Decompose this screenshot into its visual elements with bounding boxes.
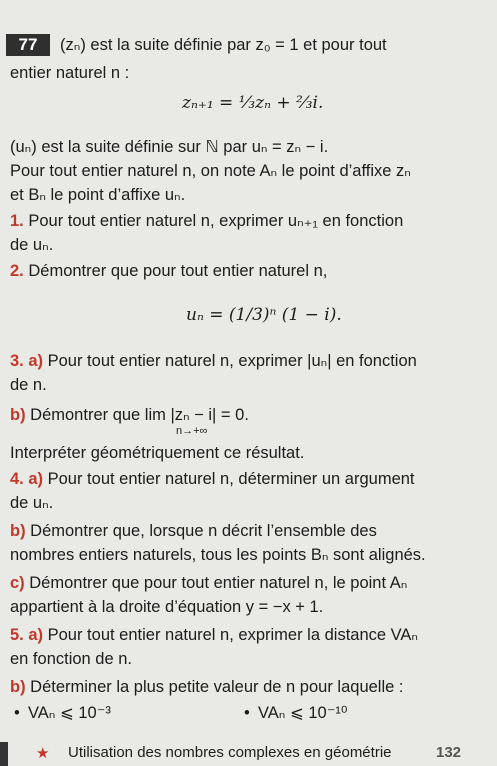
question-3a-text-2: de n. <box>10 376 47 394</box>
question-4c <box>10 572 407 594</box>
def-u-line: (uₙ) est la suite définie sur ℕ par uₙ = zₙ − i. <box>10 138 329 156</box>
intro-line-1: (zₙ) est la suite définie par z₀ = 1 et pour tout <box>60 36 387 54</box>
question-5a-text: Pour tout entier naturel n, exprimer la distance VAₙ <box>47 626 418 644</box>
question-1 <box>10 210 403 232</box>
question-1-text: Pour tout entier naturel n, exprimer uₙ₊₁ en fonction <box>28 212 404 230</box>
question-2-formula: uₙ = (1/3)ⁿ (1 − i). <box>186 305 342 325</box>
question-2 <box>10 260 327 282</box>
question-4b-text: Démontrer que, lorsque n décrit l’ensemble des <box>30 522 377 540</box>
notation-line-1: Pour tout entier naturel n, on note Aₙ le point d’affixe zₙ <box>10 162 411 180</box>
question-3a-label: 3. a) <box>10 352 44 370</box>
question-4b-label: b) <box>10 522 26 540</box>
question-3b-text: Démontrer que lim |zₙ − i| = 0. <box>30 406 249 424</box>
question-3b <box>10 404 249 426</box>
star-icon: ★ <box>36 745 50 762</box>
question-3b-label: b) <box>10 406 26 424</box>
question-3a-text: Pour tout entier naturel n, exprimer |uₙ| en fonction <box>47 352 417 370</box>
question-4a-label: 4. a) <box>10 470 44 488</box>
intro-line-2: entier naturel n : <box>10 64 130 82</box>
footer-chapter-title: Utilisation des nombres complexes en géométrie <box>68 744 392 761</box>
question-5b-label: b) <box>10 678 26 696</box>
bullet-1: • <box>14 704 20 722</box>
notation-line-2: et Bₙ le point d’affixe uₙ. <box>10 186 186 204</box>
question-5a <box>10 624 418 646</box>
question-4b-text-2: nombres entiers naturels, tous les points Bₙ sont alignés. <box>10 546 426 564</box>
question-5b <box>10 676 403 698</box>
question-4a-text-2: de uₙ. <box>10 494 54 512</box>
question-3a <box>10 350 417 372</box>
recurrence-formula: zₙ₊₁ = ⅓zₙ + ⅔i. <box>182 93 324 113</box>
bullet-2: • <box>244 704 250 722</box>
question-4c-label: c) <box>10 574 25 592</box>
question-4b <box>10 520 377 542</box>
question-5b-text: Déterminer la plus petite valeur de n pour laquelle : <box>30 678 404 696</box>
question-5b-option-1: VAₙ ⩽ 10⁻³ <box>28 704 111 722</box>
footer-bar <box>0 742 8 766</box>
question-1-number: 1. <box>10 212 24 230</box>
page-footer <box>0 742 497 766</box>
question-4c-text-2: appartient à la droite d’équation y = −x + 1. <box>10 598 324 616</box>
question-5a-text-2: en fonction de n. <box>10 650 133 668</box>
question-5a-label: 5. a) <box>10 626 44 644</box>
question-1-text-2: de uₙ. <box>10 236 54 254</box>
exercise-number-badge: 77 <box>6 34 50 56</box>
question-2-number: 2. <box>10 262 24 280</box>
page-number: 132 <box>436 744 462 761</box>
question-4a <box>10 468 415 490</box>
question-4a-text: Pour tout entier naturel n, déterminer un argument <box>47 470 415 488</box>
limit-subscript: n→+∞ <box>176 425 208 437</box>
question-2-text: Démontrer que pour tout entier naturel n, <box>28 262 328 280</box>
question-3b-interpretation: Interpréter géométriquement ce résultat. <box>10 444 305 462</box>
question-5b-option-2: VAₙ ⩽ 10⁻¹⁰ <box>258 704 348 722</box>
question-4c-text: Démontrer que pour tout entier naturel n, le point Aₙ <box>29 574 408 592</box>
